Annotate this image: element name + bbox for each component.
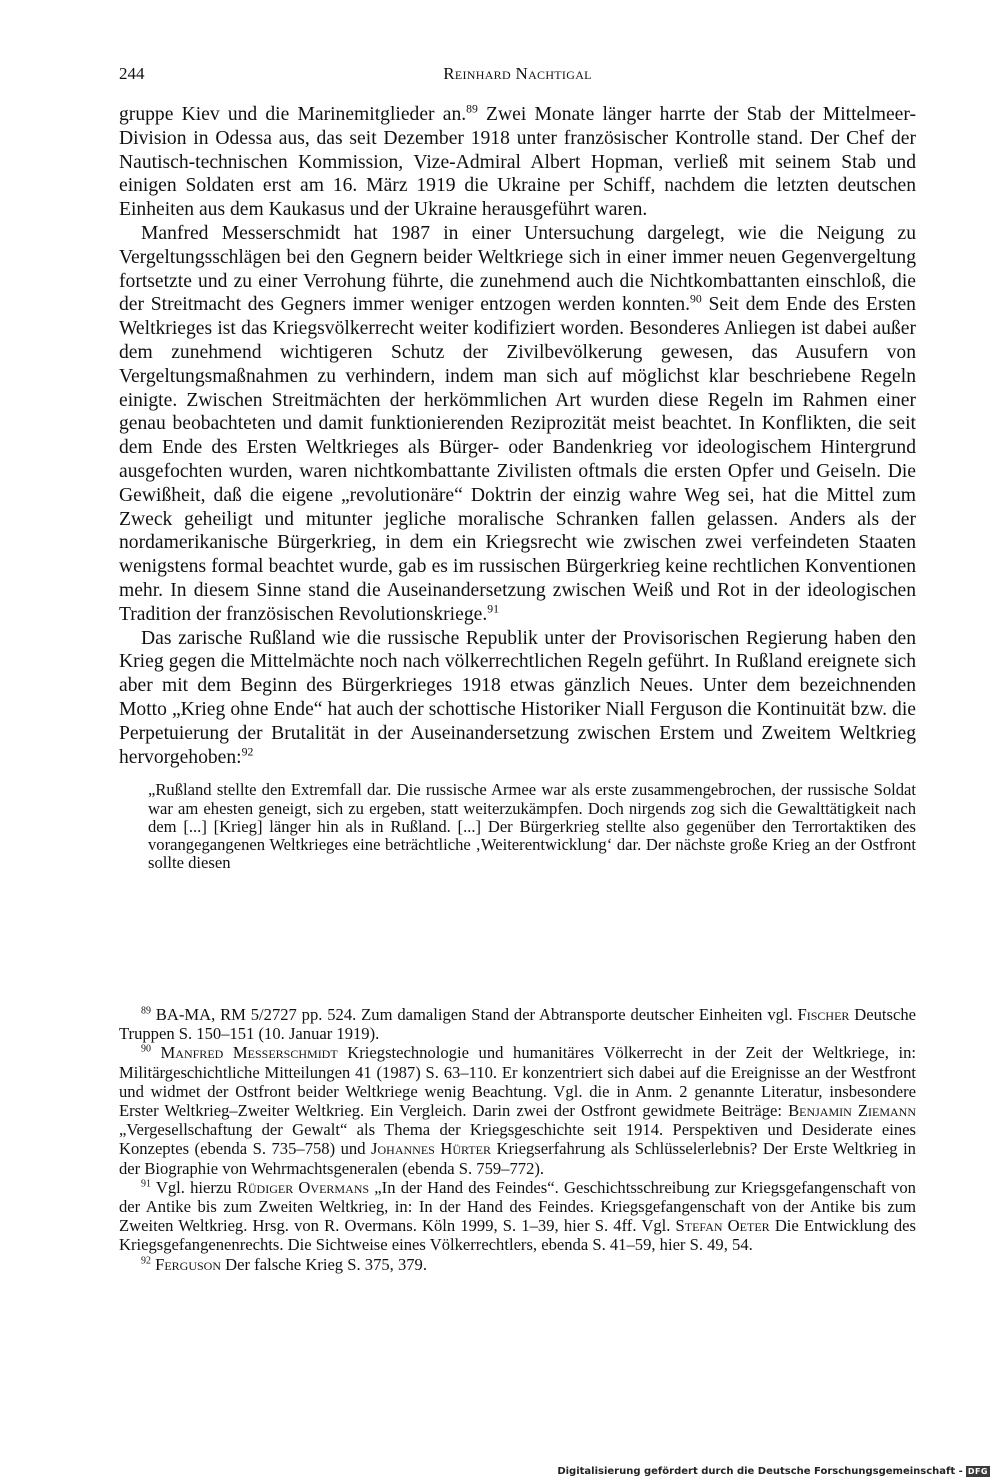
block-quote: „Rußland stellte den Extremfall dar. Die russische Armee war als erste zusammengebrochen, der russische Soldat war am ehesten geneigt, sich zu ergeben, statt weiterzukämpfen. Doch nirgends zog sich die Gewalttätigkeit nach dem [...] [Krieg] länger hin als in Rußland. [...] Der Bürgerkrieg stellte also gegenüber den Terrortaktiken des vorangegangenen Weltkrieges eine beträchtliche ‚Weiterentwicklung‘ dar. Der nächste große Krieg an der Ostfront sollte diesen xyxy=(148,780,916,873)
footnote-number: 92 xyxy=(141,1255,151,1267)
dfg-credit xyxy=(557,1466,990,1477)
text-span: Kriegserfahrung als Schlüsselerlebnis? Der Erste Weltkrieg in der Biographie von Wehrmachtsgeneralen (ebenda S. 759–772). xyxy=(119,1139,916,1178)
text-span: Vgl. hierzu xyxy=(150,1177,237,1197)
text-span: „Vergesellschaftung der Gewalt“ als Thema der Kriegsgeschichte seit 1914. Perspektiven und Desiderate eines Konzeptes (ebenda S. 735–758) und xyxy=(119,1120,916,1159)
author-name: Manfred Messerschmidt xyxy=(150,1043,338,1063)
footnote-number: 91 xyxy=(141,1178,151,1190)
footnote-ref-91: 91 xyxy=(487,602,499,616)
footnote-ref-92: 92 xyxy=(241,744,254,758)
text-span: gruppe Kiev und die Marinemitglieder an. xyxy=(119,104,467,125)
credit-text: Digitalisierung gefördert durch die Deutsche Forschungsgemeinschaft - xyxy=(557,1466,963,1477)
page-number: 244 xyxy=(119,64,145,83)
paragraph-2 xyxy=(119,222,916,627)
footnote-89 xyxy=(119,1005,916,1043)
text-span: Zwei Monate länger harrte der Stab der Mittelmeer-Division in Odessa aus, das seit Dezember 1918 unter französischer Kontrolle stand. Der Chef der Nautisch-technischen Kommission, Vize-Admiral Albert Hopman, verließ mit seinem Stab und einigen Soldaten erst am 16. März 1919 die Ukraine per Schiff, nachdem die letzten deutschen Einheiten aus dem Kaukasus und der Ukraine herausgeführt waren. xyxy=(119,104,916,221)
dfg-logo-icon: DFG xyxy=(967,1467,988,1476)
page-header xyxy=(119,64,916,88)
running-head: Reinhard Nachtigal xyxy=(443,64,592,83)
text-span: Manfred Messerschmidt hat 1987 in einer Untersuchung dargelegt, wie die Neigung zu Vergeltungsschlägen bei den Gegnern beider Weltkriege sich in einer immer neuen Gegenvergeltung fortsetzte und zu einer Verrohung führte, die zunehmend auch die Nichtkombattanten einschloß, die der Streitmacht des Gegners immer weniger entzogen werden konnten. xyxy=(119,222,916,316)
author-name: Ferguson xyxy=(150,1254,222,1274)
body-text xyxy=(119,103,916,872)
text-span: Der falsche Krieg S. 375, 379. xyxy=(221,1254,428,1274)
footnote-ref-89: 89 xyxy=(466,102,478,116)
footnote-90 xyxy=(119,1043,916,1177)
author-name: Johannes Hürter xyxy=(371,1139,491,1159)
text-span: BA-MA, RM 5/2727 pp. 524. Zum damaligen Stand der Abtransporte deutscher Einheiten vgl. xyxy=(150,1005,798,1024)
author-name: Fischer xyxy=(797,1005,850,1024)
author-name: Rüdiger Overmans xyxy=(236,1177,370,1197)
text-span: Kriegstechnologie und humanitäres Völkerrecht in der Zeit der Weltkriege, in: Militärgeschichtliche Mitteilungen 41 (1987) S. 63–110. Er konzentriert sich dabei auf die Ereignisse an der Westfront und widmet der Ostfront beider Weltkriege wenig Beachtung. Vgl. die in Anm. 2 genannte Literatur, insbesondere Erster Weltkrieg–Zweiter Weltkrieg. Ein Vergleich. Darin zwei der Ostfront gewidmete Beiträge: xyxy=(119,1043,916,1121)
footnote-number: 89 xyxy=(141,1005,151,1017)
author-name: Benjamin Ziemann xyxy=(788,1101,916,1121)
paragraph-1 xyxy=(119,103,916,222)
footnote-ref-90: 90 xyxy=(690,292,702,306)
footnotes xyxy=(119,1005,916,1274)
text-span: Die Entwicklung des Kriegsgefangenenrechts. Die Sichtweise eines Völkerrechtlers, ebenda S. 41–59, hier S. 49, 54. xyxy=(119,1216,916,1255)
author-name: Stefan Oeter xyxy=(675,1216,770,1236)
footnote-91 xyxy=(119,1178,916,1255)
paragraph-3 xyxy=(119,627,916,770)
text-span: Das zarische Rußland wie die russische Republik unter der Provisorischen Regierung haben den Krieg gegen die Mittelmächte noch nach völkerrechtlichen Regeln geführt. In Rußland ereignete sich aber mit dem Beginn des Bürgerkrieges 1918 etwas gänzlich Neues. Unter dem bezeichnenden Motto „Krieg ohne Ende“ hat auch der schottische Historiker Niall Ferguson die Kontinuität bzw. die Perpetuierung der Brutalität in der Auseinandersetzung zwischen Erstem und Zweitem Weltkrieg hervorgehoben: xyxy=(119,627,916,768)
text-span: Seit dem Ende des Ersten Weltkrieges ist das Kriegsvölkerrecht weiter kodifiziert worden. Besonderes Anliegen ist dabei außer dem zunehmend wichtigeren Schutz der Zivilbevölkerung gewesen, das Ausufern von Vergeltungsmaßnahmen zu verhindern, indem man sich auf möglichst klar beschriebene Regeln einigte. Zwischen Streitmächten der herkömmlichen Art wurden diese Regeln im Rahmen einer genau beobachteten und damit funktionierenden Reziprozität meist beachtet. In Konflikten, die seit dem Ende des Ersten Weltkrieges als Bürger- oder Bandenkrieg vor ideologischem Hintergrund ausgefochten wurden, waren nichtkombattante Zivilisten oftmals die ersten Opfer und Geiseln. Die Gewißheit, daß die eigene „revolutionäre“ Doktrin der einzig wahre Weg sei, hat die Mittel zum Zweck geheiligt und mitunter jegliche moralische Schranken fallen gelassen. Anders als der nordamerikanische Bürgerkrieg, in dem ein Kriegsrecht wie zwischen zwei verfeindeten Staaten wenigstens formal beachtet wurde, gab es im russischen Bürgerkrieg keine rechtlichen Konventionen mehr. In diesem Sinne stand die Auseinandersetzung zwischen Weiß und Rot in der ideologischen Tradition der französischen Revolutionskriege. xyxy=(119,294,916,625)
text-span: „In der Hand des Feindes“. Geschichtsschreibung zur Kriegsgefangenschaft von der Antike bis zum Zweiten Weltkrieg, in: In der Hand des Feindes. Kriegsgefangenschaft von der Antike bis zum Zweiten Weltkrieg. Hrsg. von R. Overmans. Köln 1999, S. 1–39, hier S. 4ff. Vgl. xyxy=(119,1177,916,1236)
footnote-number: 90 xyxy=(141,1043,151,1055)
text-span: Deutsche Truppen S. 150–151 (10. Januar 1919). xyxy=(119,1005,916,1044)
footnote-92 xyxy=(119,1255,916,1274)
